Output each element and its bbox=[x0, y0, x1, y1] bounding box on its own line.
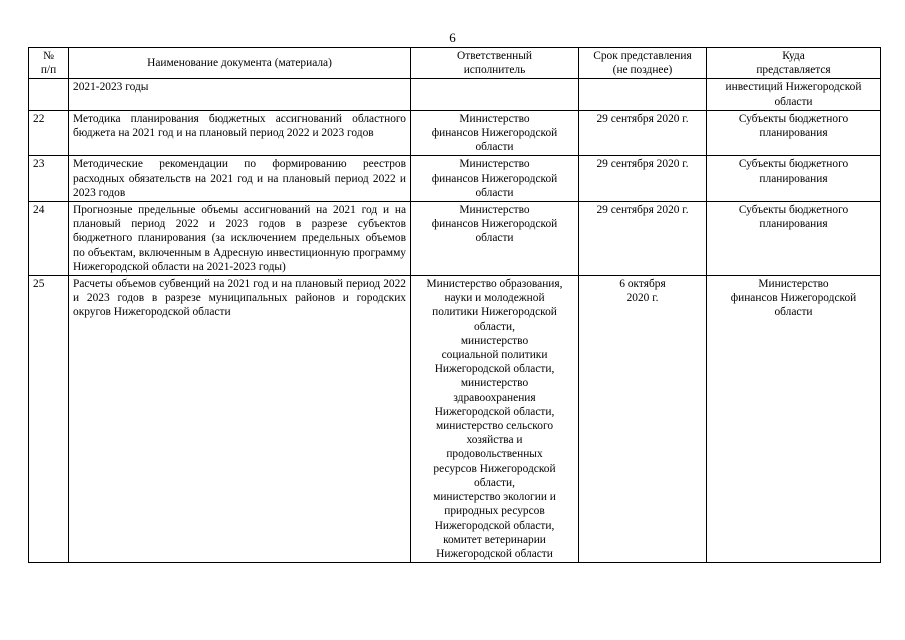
row-destination: Субъекты бюджетного планирования bbox=[707, 156, 881, 202]
row-num: 22 bbox=[29, 110, 69, 156]
table-header-row bbox=[29, 48, 881, 79]
row-doc-name: Методика планирования бюджетных ассигнований областного бюджета на 2021 год и на плановый период 2022 и 2023 годов bbox=[69, 110, 411, 156]
table-row bbox=[29, 276, 881, 563]
row-deadline: 29 сентября 2020 г. bbox=[579, 202, 707, 276]
row-executor: Министерство финансов Нижегородской области bbox=[411, 156, 579, 202]
header-destination: Куда представляется bbox=[707, 48, 881, 79]
row-executor bbox=[411, 79, 579, 110]
row-executor: Министерство финансов Нижегородской области bbox=[411, 110, 579, 156]
row-deadline: 29 сентября 2020 г. bbox=[579, 156, 707, 202]
header-deadline: Срок представления (не позднее) bbox=[579, 48, 707, 79]
row-executor: Министерство образования, науки и молодежной политики Нижегородской области, министерство социальной политики Нижегородской области, министерство здравоохранения Нижегородской области, министерство сельского хозяйства и продовольственных ресурсов Нижегородской области, министерство экологии и природных ресурсов Нижегородской области, комитет ветеринарии Нижегородской области bbox=[411, 276, 579, 563]
row-num: 23 bbox=[29, 156, 69, 202]
row-num: 25 bbox=[29, 276, 69, 563]
header-executor: Ответственный исполнитель bbox=[411, 48, 579, 79]
table-row bbox=[29, 202, 881, 276]
header-num: № п/п bbox=[29, 48, 69, 79]
row-destination: Субъекты бюджетного планирования bbox=[707, 202, 881, 276]
row-deadline: 29 сентября 2020 г. bbox=[579, 110, 707, 156]
row-destination: инвестиций Нижегородской области bbox=[707, 79, 881, 110]
row-destination: Субъекты бюджетного планирования bbox=[707, 110, 881, 156]
document-table bbox=[28, 47, 881, 563]
table-row bbox=[29, 110, 881, 156]
row-doc-name: Методические рекомендации по формированию реестров расходных обязательств на 2021 год и на плановый период 2022 и 2023 годов bbox=[69, 156, 411, 202]
row-deadline: 6 октября 2020 г. bbox=[579, 276, 707, 563]
row-num: 24 bbox=[29, 202, 69, 276]
row-destination: Министерство финансов Нижегородской области bbox=[707, 276, 881, 563]
row-executor: Министерство финансов Нижегородской области bbox=[411, 202, 579, 276]
header-name: Наименование документа (материала) bbox=[69, 48, 411, 79]
page-number: 6 bbox=[449, 30, 456, 45]
table-row bbox=[29, 79, 881, 110]
row-num bbox=[29, 79, 69, 110]
row-doc-name: 2021-2023 годы bbox=[69, 79, 411, 110]
table-row bbox=[29, 156, 881, 202]
row-deadline bbox=[579, 79, 707, 110]
row-doc-name: Прогнозные предельные объемы ассигнований на 2021 год и на плановый период 2022 и 2023 годов в разрезе субъектов бюджетного планирования (за исключением предельных объемов по объектам, включенным в Адресную инвестиционную программу Нижегородской области на 2021-2023 годы) bbox=[69, 202, 411, 276]
row-doc-name: Расчеты объемов субвенций на 2021 год и на плановый период 2022 и 2023 годов в разрезе муниципальных районов и городских округов Нижегородской области bbox=[69, 276, 411, 563]
